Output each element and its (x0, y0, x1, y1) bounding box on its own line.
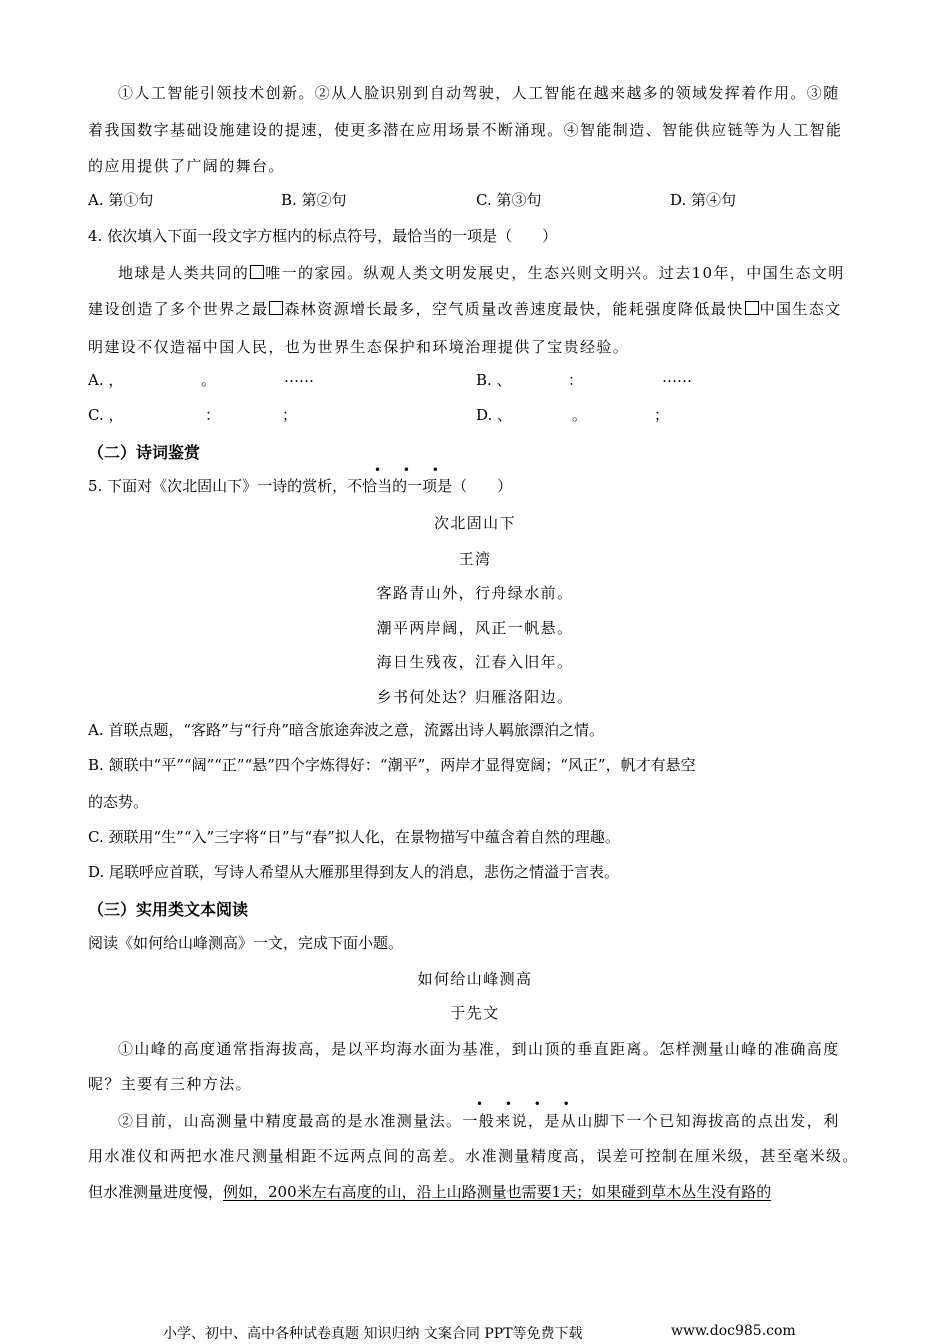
q3-option-c: C. 第③句 (476, 191, 542, 209)
poem-line: 海日生残夜，江春入旧年。 (376, 653, 574, 671)
underlined-text: 例如，200米左右高度的山，沿上山路测量也需要1天；如果碰到草木丛生没有路的 (223, 1183, 772, 1201)
poem-author: 王湾 (458, 550, 492, 568)
q4-option-c-mark: ： (205, 406, 221, 424)
emphasis-dots: • • • • (476, 1097, 579, 1111)
q4-passage-line: 明建设不仅造福中国人民，也为世界生态保护和环境治理提供了宝贵经验。 (88, 338, 630, 356)
q3-passage-line: ①人工智能引领技术创新。②从人脸识别到自动驾驶，人工智能在越来越多的领域发挥着作用。③随 (118, 84, 840, 102)
q5-option-d: D. 尾联呼应首联，写诗人希望从大雁那里得到友人的消息，悲伤之情溢于言表。 (88, 863, 620, 881)
q4-stem: 4. 依次填入下面一段文字方框内的标点符号，最恰当的一项是（ ） (88, 227, 558, 245)
q5-stem: 5. 下面对《次北固山下》一诗的赏析，不恰当的一项是（ ） (88, 477, 513, 495)
q4-option-a-mark: 。 (201, 371, 217, 389)
footer-url[interactable]: www.doc985.com (671, 1323, 796, 1339)
poem-title: 次北固山下 (433, 514, 516, 532)
footer-text: 小学、初中、高中各种试卷真题 知识归纳 文案合同 PPT等免费下载 (163, 1326, 583, 1342)
q5-option-b: B. 颔联中“平”“阔”“正”“悬”四个字炼得好：“潮平”，两岸才显得宽阔；“风正”，帆才有悬空 (88, 756, 696, 774)
q4-option-c: C. ， (88, 406, 124, 424)
poem-line: 客路青山外，行舟绿水前。 (376, 584, 574, 602)
q4-option-d-mark: ； (654, 406, 670, 424)
q3-option-a: A. 第①句 (88, 191, 154, 209)
q4-option-a-mark: …… (284, 368, 314, 386)
section-heading: （二）诗词鉴赏 (88, 443, 201, 462)
q4-passage-line: 地球是人类共同的 唯一的家园。纵观人类文明发展史，生态兴则文明兴。过去10年，中国生态文明 (118, 264, 845, 282)
q3-option-b: B. 第②句 (281, 191, 347, 209)
q5-option-c: C. 颈联用“生”“入”三字将“日”与“春”拟人化，在景物描写中蕴含着自然的理趣。 (88, 828, 620, 846)
q4-passage-line: 建设创造了多个世界之最 森林资源增长最多，空气质量改善速度最快，能耗强度降低最快 中国生态文 (88, 300, 842, 318)
poem-line: 潮平两岸阔，风正一帆悬。 (376, 619, 574, 637)
article-paragraph-line: ②目前，山高测量中精度最高的是水准测量法。一般来说，是从山脚下一个已知海拔高的点出发，利 (118, 1112, 840, 1130)
q3-option-d: D. 第④句 (670, 191, 737, 209)
q4-option-c-mark: ； (282, 406, 298, 424)
q4-option-d: D. 、 (476, 406, 513, 424)
q4-option-b-mark: ： (568, 371, 584, 389)
q4-option-b-mark: …… (662, 368, 692, 386)
blank-box (269, 301, 283, 315)
article-title: 如何给山峰测高 (417, 970, 533, 988)
emphasis-dots: • • • (374, 463, 448, 477)
q5-option-b-cont: 的态势。 (88, 793, 149, 811)
article-paragraph-line: ①山峰的高度通常指海拔高，是以平均海水面为基准，到山顶的垂直距离。怎样测量山峰的准确高度 (118, 1040, 840, 1058)
q4-option-d-mark: 。 (572, 406, 588, 424)
article-paragraph-line: 用水准仪和两把水准尺测量相距不远两点间的高差。水准测量精度高，误差可控制在厘米级，甚至毫米级。 (88, 1147, 859, 1165)
q5-option-a: A. 首联点题，“客路”与“行舟”暗含旅途奔波之意，流露出诗人羁旅漂泊之情。 (88, 721, 605, 739)
poem-line: 乡书何处达？归雁洛阳边。 (376, 688, 574, 706)
article-paragraph-line: 呢？主要有三种方法。 (88, 1075, 253, 1093)
section-heading: （三）实用类文本阅读 (88, 900, 249, 919)
q4-option-a: A. ， (88, 371, 124, 389)
blank-box (250, 265, 264, 279)
blank-box (745, 301, 759, 315)
article-paragraph-line: 但水准测量进度慢，例如，200米左右高度的山，沿上山路测量也需要1天；如果碰到草木丛生没有路的 (88, 1183, 772, 1201)
q3-passage-line: 的应用提供了广阔的舞台。 (88, 157, 285, 175)
q3-passage-line: 着我国数字基础设施建设的提速，使更多潜在应用场景不断涌现。④智能制造、智能供应链等为人工智能 (88, 121, 843, 139)
q4-option-b: B. 、 (476, 371, 512, 389)
reading-intro: 阅读《如何给山峰测高》一文，完成下面小题。 (88, 934, 404, 952)
article-author: 于先文 (450, 1004, 500, 1022)
